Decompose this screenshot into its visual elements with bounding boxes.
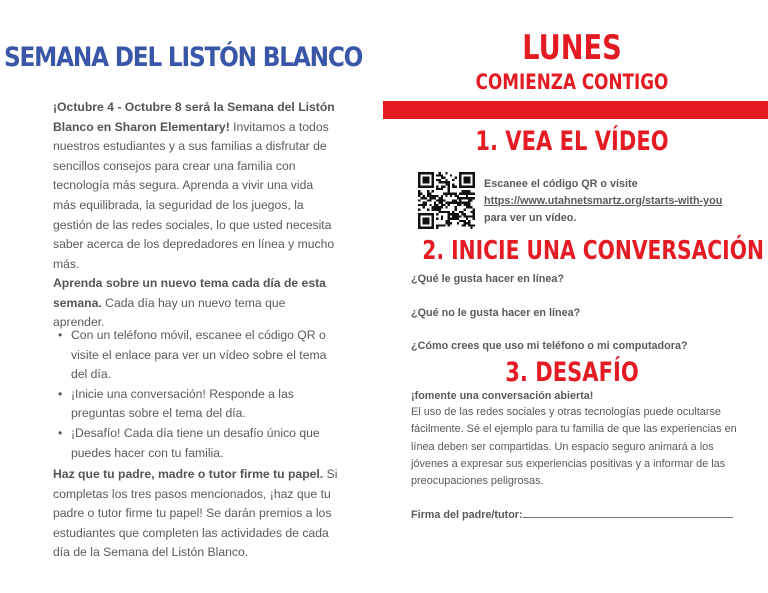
challenge-title: ¡fomente una conversación abierta! — [411, 390, 594, 402]
topic-text: Cada día hay un nuevo tema que aprender. — [53, 295, 286, 330]
list-item: • ¡Desafío! Cada día tiene un desafío único que puedes hacer con tu familia. — [53, 424, 338, 463]
qr-text-line1: Escanee el código QR o visite — [484, 178, 638, 190]
signature-bold: Haz que tu padre, madre o tutor firme tu papel. — [53, 467, 324, 481]
qr-code-icon[interactable] — [418, 172, 475, 229]
intro-paragraph — [53, 98, 338, 274]
challenge-text: El uso de las redes sociales y otras tecnologías puede ocultarse fácilmente. Sé el ejemplo para tu familia de que las experiencias en línea deben ser compartidas. Un espacio seguro animará a los jóvenes a expresar sus experiencias positivas y a informar de las preocupaciones peligrosas. — [411, 406, 737, 488]
signature-paragraph — [53, 465, 338, 563]
day-heading: LUNES — [522, 28, 622, 68]
question-3: ¿Cómo crees que uso mi teléfono o mi computadora? — [411, 340, 688, 352]
list-item: • Con un teléfono móvil, escanee el código QR o visite el enlace para ver un vídeo sobre el tema del día. — [53, 326, 338, 385]
signature-line[interactable] — [523, 507, 733, 518]
page-title: SEMANA DEL LISTÓN BLANCO — [4, 42, 363, 73]
topic-paragraph — [53, 274, 338, 333]
list-item: • ¡Inicie una conversación! Responde a las preguntas sobre el tema del día. — [53, 385, 338, 424]
step1-heading: 1. VEA EL VÍDEO — [475, 126, 669, 157]
step3-heading: 3. DESAFÍO — [505, 357, 639, 388]
signature-text: Si completas los tres pasos mencionados, ¡haz que tu padre o tutor firme tu papel! Se darán premios a los estudiantes que completen las actividades de cada día de la Semana del Listón Blanco. — [53, 467, 338, 560]
topic-bold: Aprenda sobre un nuevo tema cada día de esta semana. — [53, 276, 326, 310]
video-link[interactable]: https://www.utahnetsmartz.org/starts-with-you — [484, 195, 723, 207]
signature-label: Firma del padre/tutor: — [411, 509, 523, 521]
qr-text-line2: para ver un vídeo. — [484, 212, 577, 224]
question-1: ¿Qué le gusta hacer en línea? — [411, 273, 565, 285]
intro-text: Invitamos a todos nuestros estudiantes y a sus familias a disfrutar de sencillos consejos para crear una familia con tecnología más segura. Aprenda a vivir una vida más equilibrada, la seguridad de los juegos, la gestión de las redes sociales, lo que usted necesita saber acerca de los depredadores en línea y mucho más. — [53, 119, 335, 271]
signature-field[interactable] — [411, 507, 733, 521]
day-subtitle: COMIENZA CONTIGO — [475, 70, 669, 94]
step2-heading: 2. INICIE UNA CONVERSACIÓN — [422, 236, 764, 266]
question-2: ¿Qué no le gusta hacer en línea? — [411, 307, 581, 319]
steps-list — [53, 326, 338, 463]
divider-bar — [383, 101, 768, 119]
intro-bold: ¡Octubre 4 - Octubre 8 será la Semana del Listón Blanco en Sharon Elementary! — [53, 100, 335, 134]
qr-instructions — [484, 176, 754, 227]
